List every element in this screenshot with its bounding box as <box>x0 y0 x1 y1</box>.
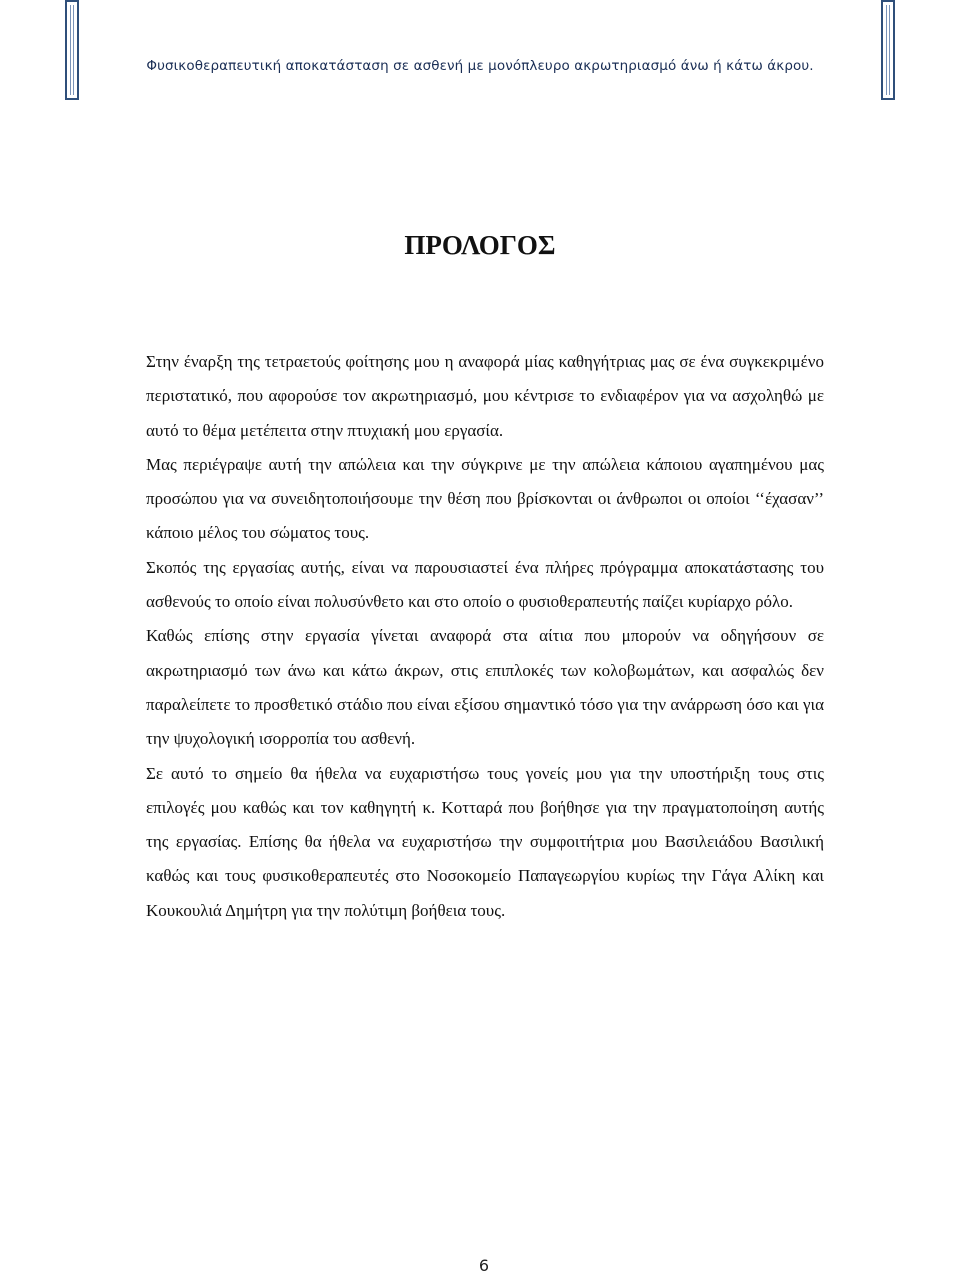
header-right-border-ornament <box>881 0 895 100</box>
paragraph-scope: Καθώς επίσης στην εργασία γίνεται αναφορά στα αίτια που μπορούν να οδηγήσουν σε ακρωτηριασμό των άνω και κάτω άκρων, στις επιπλοκές των κολοβωμάτων, και ασφαλώς δεν παραλείπετε το προσθετικό στάδιο που είναι εξίσου σημαντικό τόσο για την ανάρρωση όσο και για την ψυχολογική ισορροπία του ασθενή. <box>146 626 824 749</box>
paragraph-purpose: Σκοπός της εργασίας αυτής, είναι να παρουσιαστεί ένα πλήρες πρόγραμμα αποκατάστασης του ασθενούς το οποίο είναι πολυσύνθετο και στο οποίο ο φυσιοθεραπευτής παίζει κυρίαρχο ρόλο. <box>146 557 824 612</box>
body-text <box>146 345 824 928</box>
header-left-border-ornament <box>65 0 79 100</box>
paragraph-acknowledgements: Σε αυτό το σημείο θα ήθελα να ευχαριστήσω τους γονείς μου για την υποστήριξη τους στις επιλογές μου καθώς και τον καθηγητή κ. Κοτταρά που βοήθησε για την πραγματοποίηση αυτής της εργασίας. Επίσης θα ήθελα να ευχαριστήσω την συμφοιτήτρια μου Βασιλειάδου Βασιλική καθώς και τους φυσικοθεραπευτές στο Νοσοκομείο Παπαγεωργίου κυρίως την Γάγα Αλίκη και Κουκουλιά Δημήτρη για την πολύτιμη βοήθεια τους. <box>146 763 824 920</box>
page-number: 6 <box>478 1256 490 1275</box>
page-title: ΠΡΟΛΟΓΟΣ <box>404 230 556 260</box>
running-header: Φυσικοθεραπευτική αποκατάσταση σε ασθενή με μονόπλευρο ακρωτηριασμό άνω ή κάτω άκρου. <box>146 58 814 74</box>
paragraph-intro: Στην έναρξη της τετραετούς φοίτησης μου η αναφορά μίας καθηγήτριας μας σε ένα συγκεκριμένο περιστατικό, που αφορούσε τον ακρωτηριασμό, μου κέντρισε το ενδιαφέρον για να ασχοληθώ με αυτό το θέμα μετέπειτα στην πτυχιακή μου εργασία. <box>146 352 824 440</box>
paragraph-description: Μας περιέγραψε αυτή την απώλεια και την σύγκρινε με την απώλεια κάποιου αγαπημένου μας προσώπου για να συνειδητοποιήσουμε την θέση που βρίσκονται οι άνθρωποι οι οποίοι ‘‘έχασαν’’ κάποιο μέλος του σώματος τους. <box>146 454 824 543</box>
